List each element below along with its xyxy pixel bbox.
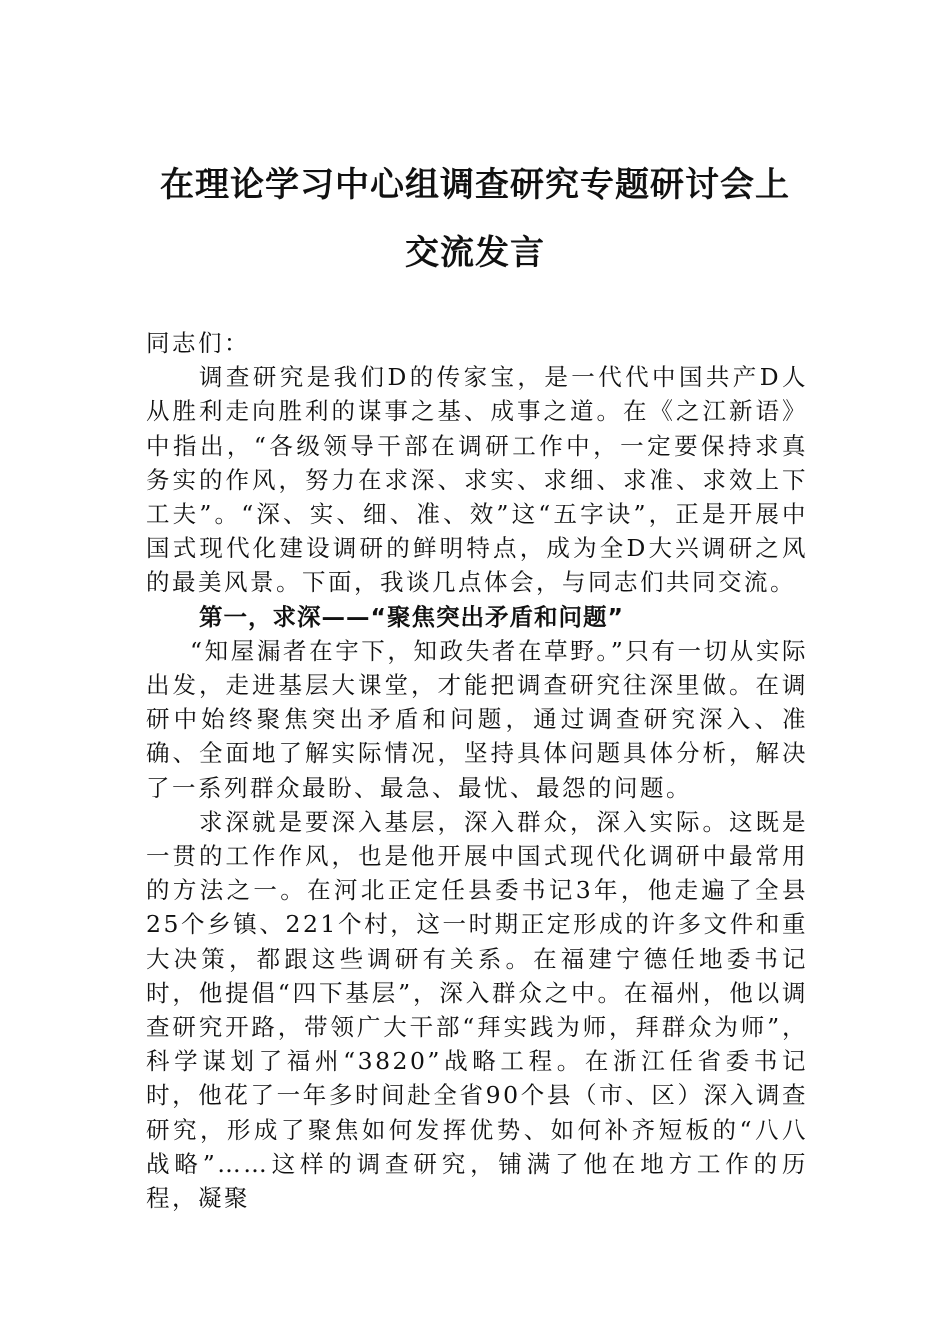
document-body — [146, 326, 808, 1215]
section-paragraph-1: “知屋漏者在宇下，知政失者在草野。”只有一切从实际出发，走进基层大课堂，才能把调查研究往深里做。在调研中始终聚焦突出矛盾和问题，通过调查研究深入、准确、全面地了解实际情况，坚持具体问题具体分析，解决了一系列群众最盼、最急、最忧、最怨的问题。 — [146, 636, 808, 802]
document-title-line-1: 在理论学习中心组调查研究专题研讨会上 — [160, 165, 790, 205]
document-title-line-2: 交流发言 — [405, 233, 545, 273]
section-heading: 第一，求深——“聚焦突出矛盾和问题” — [199, 602, 624, 631]
salutation: 同志们： — [146, 329, 250, 357]
intro-paragraph: 调查研究是我们D的传家宝，是一代代中国共产D人从胜利走向胜利的谋事之基、成事之道。在《之江新语》中指出，“各级领导干部在调研工作中，一定要保持求真务实的作风，努力在求深、求实、求细、求准、求效上下工夫”。“深、实、细、准、效”这“五字诀”，正是开展中国式现代化建设调研的鲜明特点，成为全D大兴调研之风的最美风景。下面，我谈几点体会，与同志们共同交流。 — [146, 363, 808, 597]
section-paragraph-2: 求深就是要深入基层，深入群众，深入实际。这既是一贯的工作作风，也是他开展中国式现代化调研中最常用的方法之一。在河北正定任县委书记3年，他走遍了全县25个乡镇、221个村，这一时期正定形成的许多文件和重大决策，都跟这些调研有关系。在福建宁德任地委书记时，他提倡“四下基层”，深入群众之中。在福州，他以调查研究开路，带领广大干部“拜实践为师，拜群众为师”，科学谋划了福州“3820”战略工程。在浙江任省委书记时，他花了一年多时间赴全省90个县（市、区）深入调查研究，形成了聚焦如何发挥优势、如何补齐短板的“八八战略”……这样的调查研究，铺满了他在地方工作的历程，凝聚 — [146, 807, 808, 1213]
